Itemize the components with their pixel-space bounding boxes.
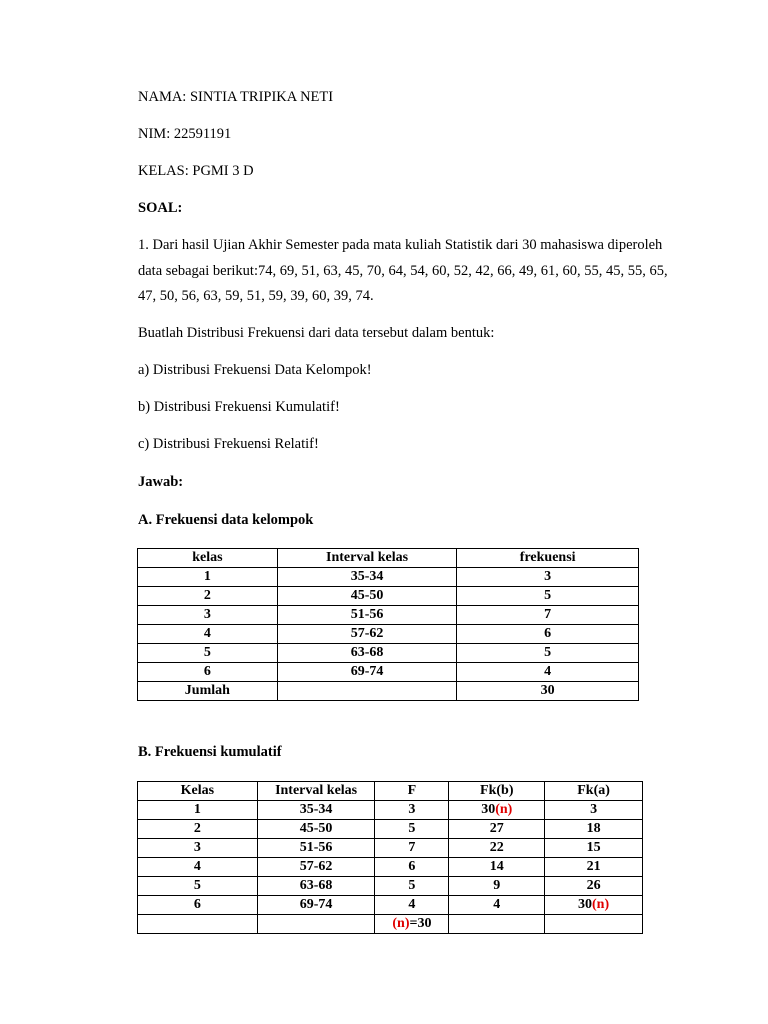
cell-frekuensi: 7: [457, 606, 639, 625]
cell-fka: 18: [545, 820, 643, 839]
table-row: [138, 606, 639, 625]
cell-total-f: [375, 915, 449, 934]
item-c: c) Distribusi Frekuensi Relatif!: [138, 436, 319, 452]
cell-interval: 51-56: [277, 606, 457, 625]
table-header-row: [138, 549, 639, 568]
table-row: [138, 644, 639, 663]
cell-interval: 57-62: [277, 625, 457, 644]
cell-frekuensi: 6: [457, 625, 639, 644]
cell-f: 5: [375, 877, 449, 896]
cell-empty: [277, 682, 457, 701]
cell-kelas: 1: [138, 568, 278, 587]
table-row: [138, 801, 643, 820]
cell-frekuensi: 4: [457, 663, 639, 682]
cell-frekuensi: 5: [457, 644, 639, 663]
header-frekuensi: frekuensi: [457, 549, 639, 568]
cell-empty: [138, 915, 258, 934]
table-row: [138, 587, 639, 606]
item-b: b) Distribusi Frekuensi Kumulatif!: [138, 399, 340, 415]
cell-interval: 57-62: [257, 858, 375, 877]
cell-empty: [257, 915, 375, 934]
cell-kelas: 1: [138, 801, 258, 820]
cell-jumlah-value: 30: [457, 682, 639, 701]
header-f: F: [375, 782, 449, 801]
table-frekuensi-kelompok: [137, 548, 639, 701]
cell-kelas: 5: [138, 644, 278, 663]
cell-fka: 21: [545, 858, 643, 877]
table-frekuensi-kumulatif: [137, 781, 643, 934]
fka-value: 30: [578, 897, 593, 912]
cell-interval: 45-50: [277, 587, 457, 606]
cell-empty: [545, 915, 643, 934]
cell-fkb: [449, 801, 545, 820]
table-row: [138, 568, 639, 587]
cell-jumlah-label: Jumlah: [138, 682, 278, 701]
cell-f: 3: [375, 801, 449, 820]
cell-interval: 51-56: [257, 839, 375, 858]
cell-fkb: 27: [449, 820, 545, 839]
cell-interval: 45-50: [257, 820, 375, 839]
cell-interval: 69-74: [257, 896, 375, 915]
cell-kelas: 4: [138, 625, 278, 644]
fkb-value: 30: [481, 802, 496, 817]
jawab-heading: Jawab:: [138, 474, 184, 490]
cell-fka: [545, 896, 643, 915]
question-text: 1. Dari hasil Ujian Akhir Semester pada mata kuliah Statistik dari 30 mahasiswa diperoleh data sebagai berikut:74, 69, 51, 63, 45, 70, 64, 54, 60, 52, 42, 66, 49, 61, 60, 55, 45, 55, 65, 47, 50, 56, 63, 59, 51, 59, 39, 60, 39, 74.: [138, 237, 668, 304]
n-marker: (n): [592, 897, 610, 912]
header-fkb: Fk(b): [449, 782, 545, 801]
cell-interval: 63-68: [257, 877, 375, 896]
cell-empty: [449, 915, 545, 934]
table-row: [138, 625, 639, 644]
table-total-row: [138, 682, 639, 701]
section-a-title: A. Frekuensi data kelompok: [138, 512, 314, 528]
cell-fka: 15: [545, 839, 643, 858]
cell-kelas: 3: [138, 839, 258, 858]
header-interval: Interval kelas: [257, 782, 375, 801]
cell-kelas: 4: [138, 858, 258, 877]
cell-f: 7: [375, 839, 449, 858]
header-kelas: Kelas: [138, 782, 258, 801]
cell-kelas: 6: [138, 663, 278, 682]
cell-f: 5: [375, 820, 449, 839]
table-header-row: [138, 782, 643, 801]
table-row: [138, 858, 643, 877]
header-kelas: kelas: [138, 549, 278, 568]
cell-fkb: 9: [449, 877, 545, 896]
soal-heading: SOAL:: [138, 200, 183, 216]
cell-frekuensi: 3: [457, 568, 639, 587]
student-nim: NIM: 22591191: [138, 126, 232, 142]
total-value: =30: [409, 916, 432, 931]
cell-fka: 3: [545, 801, 643, 820]
table-row: [138, 820, 643, 839]
header-fka: Fk(a): [545, 782, 643, 801]
cell-f: 6: [375, 858, 449, 877]
instruction-text: Buatlah Distribusi Frekuensi dari data tersebut dalam bentuk:: [138, 325, 495, 341]
cell-kelas: 2: [138, 587, 278, 606]
table-row: [138, 896, 643, 915]
cell-fka: 26: [545, 877, 643, 896]
student-name: NAMA: SINTIA TRIPIKA NETI: [138, 89, 334, 105]
cell-interval: 63-68: [277, 644, 457, 663]
table-total-row: [138, 915, 643, 934]
cell-kelas: 6: [138, 896, 258, 915]
cell-f: 4: [375, 896, 449, 915]
cell-interval: 35-34: [277, 568, 457, 587]
n-marker: (n): [392, 916, 410, 931]
cell-kelas: 2: [138, 820, 258, 839]
n-marker: (n): [495, 802, 513, 817]
table-row: [138, 877, 643, 896]
cell-kelas: 5: [138, 877, 258, 896]
cell-fkb: 14: [449, 858, 545, 877]
table-row: [138, 663, 639, 682]
cell-interval: 35-34: [257, 801, 375, 820]
cell-kelas: 3: [138, 606, 278, 625]
cell-frekuensi: 5: [457, 587, 639, 606]
student-class: KELAS: PGMI 3 D: [138, 163, 254, 179]
cell-fkb: 22: [449, 839, 545, 858]
header-interval: Interval kelas: [277, 549, 457, 568]
table-row: [138, 839, 643, 858]
cell-fkb: 4: [449, 896, 545, 915]
item-a: a) Distribusi Frekuensi Data Kelompok!: [138, 362, 372, 378]
section-b-title: B. Frekuensi kumulatif: [138, 744, 282, 760]
cell-interval: 69-74: [277, 663, 457, 682]
